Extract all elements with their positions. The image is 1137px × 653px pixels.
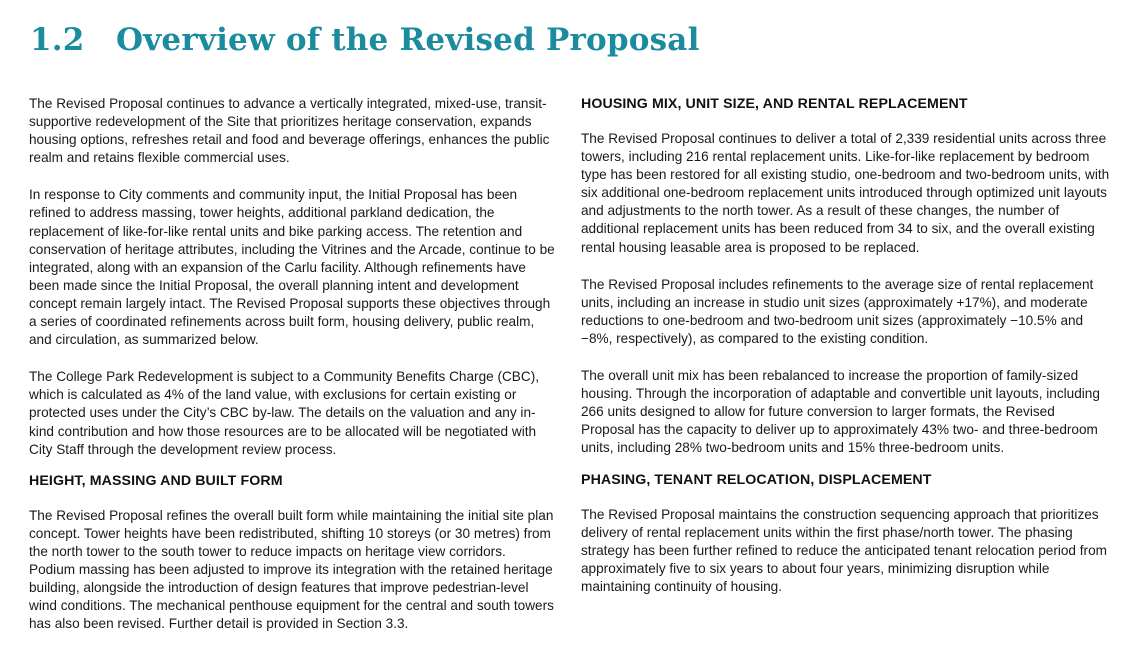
intro-paragraph-3: The College Park Redevelopment is subject to a Community Benefits Charge (CBC), which is calculated as 4% of the land value, with exclusions for certain existing or protected uses under the City’s CBC by-law. The details on the valuation and any in-kind contribution and how those resources are to be allocated will be negotiated with City Staff through the development review process. — [29, 369, 539, 457]
housing-paragraph-1: The Revised Proposal continues to deliver a total of 2,339 residential units across three towers, including 216 rental replacement units. Like-for-like replacement by bedroom type has been restored for all existing studio, one-bedroom and two-bedroom units, with six additional one-bedroom replacement units introduced through optimized unit layouts and adjustments to the north tower. As a result of these changes, the number of additional replacement units has been reduced from 34 to six, and the overall existing rental housing leasable area is proposed to be replaced. — [581, 131, 1110, 255]
height-massing-heading: HEIGHT, MASSING AND BUILT FORM — [29, 472, 283, 489]
section-number: 1.2 — [30, 22, 85, 58]
right-column — [581, 96, 1111, 615]
page-title — [30, 22, 700, 58]
phasing-heading: PHASING, TENANT RELOCATION, DISPLACEMENT — [581, 471, 932, 488]
height-massing-paragraph: The Revised Proposal refines the overall built form while maintaining the initial site plan concept. Tower heights have been redistributed, shifting 10 storeys (or 30 metres) from the north tower to the south tower to reduce impacts on heritage view corridors. Podium massing has been adjusted to improve its integration with the retained heritage building, alongside the introduction of design features that improve pedestrian-level wind conditions. The mechanical penthouse equipment for the central and south towers has also been revised. Further detail is provided in Section 3.3. — [29, 507, 554, 632]
left-column — [29, 95, 555, 652]
housing-paragraph-3: The overall unit mix has been rebalanced to increase the proportion of family-sized housing. Through the incorporation of adaptable and convertible unit layouts, including 266 units designed to allow for future conversion to larger formats, the Revised Proposal has the capacity to deliver up to approximately 43% two- and three-bedroom units, including 28% two-bedroom units and 15% three-bedroom units. — [581, 368, 1100, 456]
intro-paragraph-1: The Revised Proposal continues to advance a vertically integrated, mixed-use, transit-supportive redevelopment of the Site that prioritizes heritage conservation, expands housing options, refreshes retail and food and beverage offerings, enhances the public realm and retains flexible commercial uses. — [29, 96, 550, 166]
housing-paragraph-2: The Revised Proposal includes refinements to the average size of rental replacement units, including an increase in studio unit sizes (approximately +17%), and moderate reductions to one-bedroom and two-bedroom unit sizes (approximately −10.5% and −8%, respectively), as compared to the existing condition. — [581, 276, 1094, 346]
intro-paragraph-2: In response to City comments and community input, the Initial Proposal has been refined to address massing, tower heights, additional parkland dedication, the replacement of like-for-like rental units and bike parking access. The retention and conservation of heritage attributes, including the Vitrines and the Arcade, continue to be integrated, along with an expansion of the Carlu facility. Although refinements have been made since the Initial Proposal, the overall planning intent and development concept remain largely intact. The Revised Proposal supports these objectives through a series of coordinated refinements across built form, housing delivery, public realm, and circulation, as summarized below. — [29, 187, 555, 348]
section-title: Overview of the Revised Proposal — [116, 22, 700, 58]
housing-mix-heading: HOUSING MIX, UNIT SIZE, AND RENTAL REPLACEMENT — [581, 96, 968, 112]
phasing-paragraph: The Revised Proposal maintains the construction sequencing approach that prioritizes delivery of rental replacement units within the first phase/north tower. The phasing strategy has been further refined to reduce the anticipated tenant relocation period from approximately five to six years to about four years, minimizing disruption while maintaining continuity of housing. — [581, 506, 1107, 594]
